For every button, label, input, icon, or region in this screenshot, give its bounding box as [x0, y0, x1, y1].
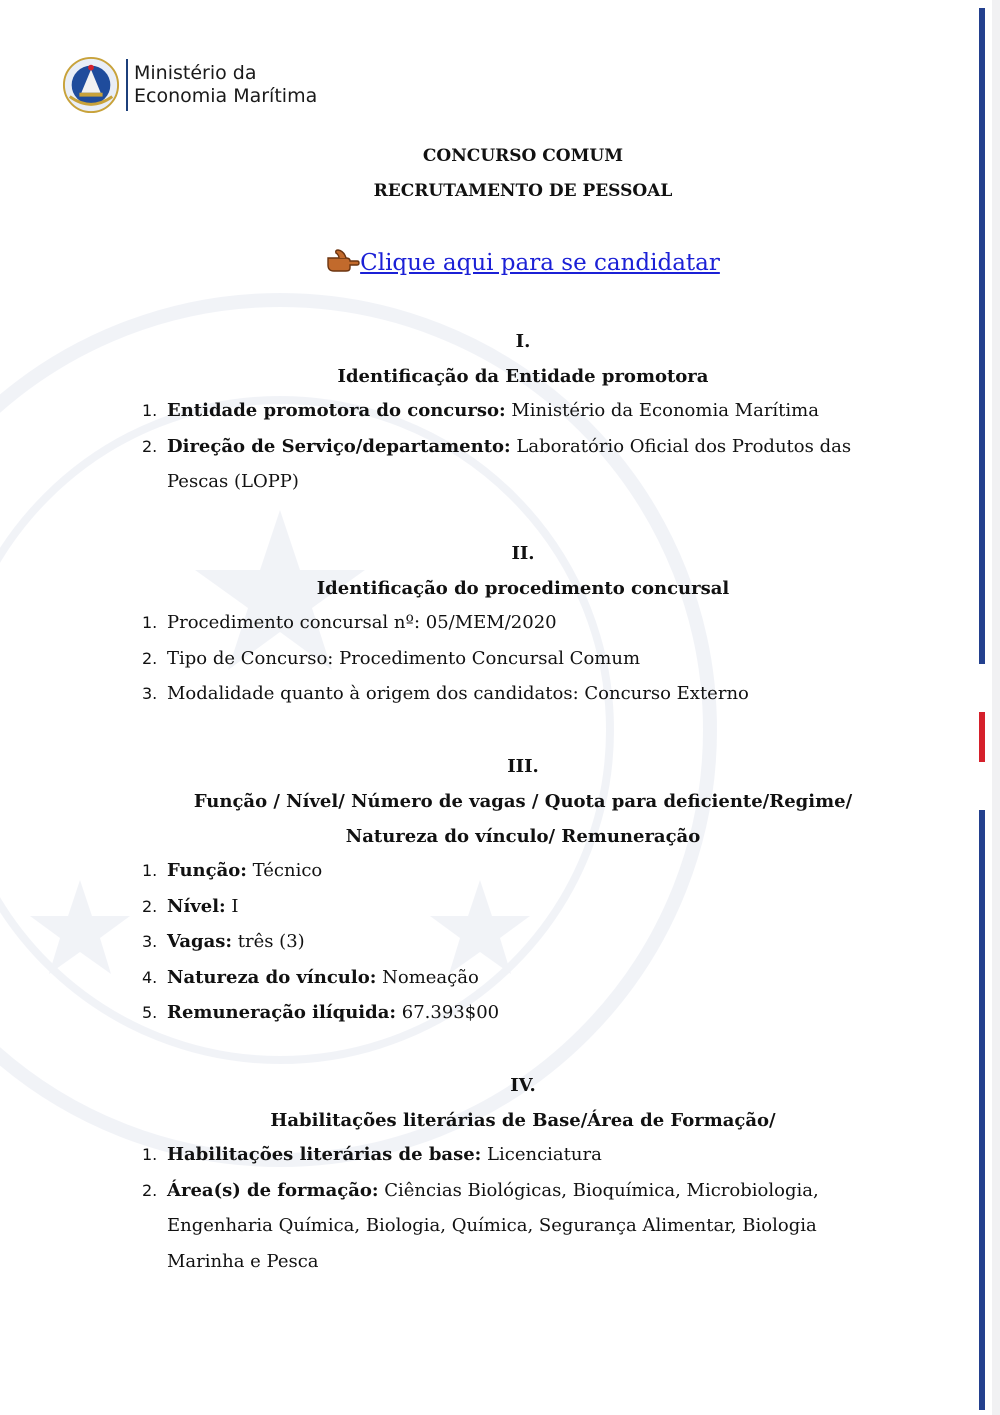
section-1-number: I. — [515, 331, 531, 352]
item-number: 3. — [142, 932, 158, 951]
item-number: 1. — [142, 613, 158, 632]
list-item — [142, 641, 887, 677]
item-value: Modalidade quanto à origem dos candidatos: Concurso Externo — [167, 683, 749, 704]
item-label: Entidade promotora do concurso: — [167, 400, 506, 421]
section-4-title: Habilitações literárias de Base/Área de Formação/ — [270, 1110, 776, 1131]
item-number: 2. — [142, 436, 158, 456]
item-number: 1. — [142, 861, 158, 880]
item-number: 3. — [142, 684, 158, 703]
item-label: Nível: — [167, 895, 226, 917]
item-label: Remuneração ilíquida: — [167, 1002, 397, 1023]
item-value: Técnico — [246, 860, 323, 881]
ministry-name-line2: Economia Marítima — [134, 85, 318, 107]
item-value: 67.393$00 — [396, 1002, 500, 1023]
item-label: Função: — [167, 860, 247, 881]
item-number: 2. — [142, 1180, 158, 1200]
list-item — [142, 429, 887, 500]
list-item — [142, 676, 887, 712]
item-label: Direção de Serviço/departamento: — [167, 435, 511, 457]
list-item — [142, 1173, 887, 1280]
item-label: Habilitações literárias de base: — [167, 1144, 482, 1165]
apply-link[interactable]: Clique aqui para se candidatar — [360, 250, 720, 276]
section-3-number: III. — [507, 756, 539, 777]
section-2-title: Identificação do procedimento concursal — [316, 578, 730, 599]
item-value: Procedimento concursal nº: 05/MEM/2020 — [167, 612, 557, 633]
apply-link-row — [0, 248, 1000, 276]
list-item — [142, 853, 887, 889]
item-value: I — [225, 895, 239, 917]
pointing-hand-icon — [326, 248, 360, 272]
item-value: Ciências Biológicas, Bioquímica, Microbiologia, Engenharia Química, Biologia, Química, Segurança Alimentar, Biologia Marinha e Pesca — [167, 1179, 819, 1272]
item-number: 2. — [142, 896, 158, 916]
list-item — [142, 960, 887, 996]
list-item — [142, 924, 887, 960]
section-1-list — [142, 393, 887, 500]
section-4-number: IV. — [510, 1075, 536, 1096]
section-2-list — [142, 605, 887, 712]
item-value: Ministério da Economia Marítima — [505, 400, 819, 421]
item-label: Área(s) de formação: — [167, 1179, 379, 1201]
item-label: Vagas: — [167, 931, 233, 952]
item-number: 1. — [142, 1145, 158, 1164]
ministry-name — [134, 62, 317, 108]
flag-stripe-red — [979, 712, 985, 762]
item-number: 1. — [142, 401, 158, 420]
item-number: 4. — [142, 967, 158, 987]
ministry-logo — [62, 56, 317, 114]
list-item — [142, 995, 887, 1031]
item-value: três (3) — [232, 931, 305, 952]
item-number: 5. — [142, 1003, 158, 1022]
item-number: 2. — [142, 648, 158, 668]
item-value: Tipo de Concurso: Procedimento Concursal Comum — [167, 647, 641, 669]
page-edge-shade — [992, 0, 1000, 1415]
section-4-list — [142, 1137, 887, 1279]
coat-of-arms-icon — [62, 56, 120, 114]
list-item — [142, 393, 887, 429]
title-line-1: CONCURSO COMUM — [422, 146, 624, 166]
section-3-title: Função / Nível/ Número de vagas / Quota para deficiente/Regime/ Natureza do vínculo/ Remuneração — [193, 791, 853, 847]
list-item — [142, 605, 887, 641]
item-value: Nomeação — [376, 966, 479, 988]
ministry-name-line1: Ministério da — [134, 62, 257, 84]
item-value: Licenciatura — [481, 1144, 602, 1165]
list-item — [142, 889, 887, 925]
list-item — [142, 1137, 887, 1173]
section-1-title: Identificação da Entidade promotora — [337, 366, 709, 387]
item-value: Laboratório Oficial dos Produtos das Pescas (LOPP) — [167, 435, 852, 492]
title-line-2: RECRUTAMENTO DE PESSOAL — [373, 181, 673, 201]
item-label: Natureza do vínculo: — [167, 966, 377, 988]
logo-divider — [126, 59, 128, 111]
section-3-list — [142, 853, 887, 1031]
section-2-number: II. — [511, 543, 535, 564]
